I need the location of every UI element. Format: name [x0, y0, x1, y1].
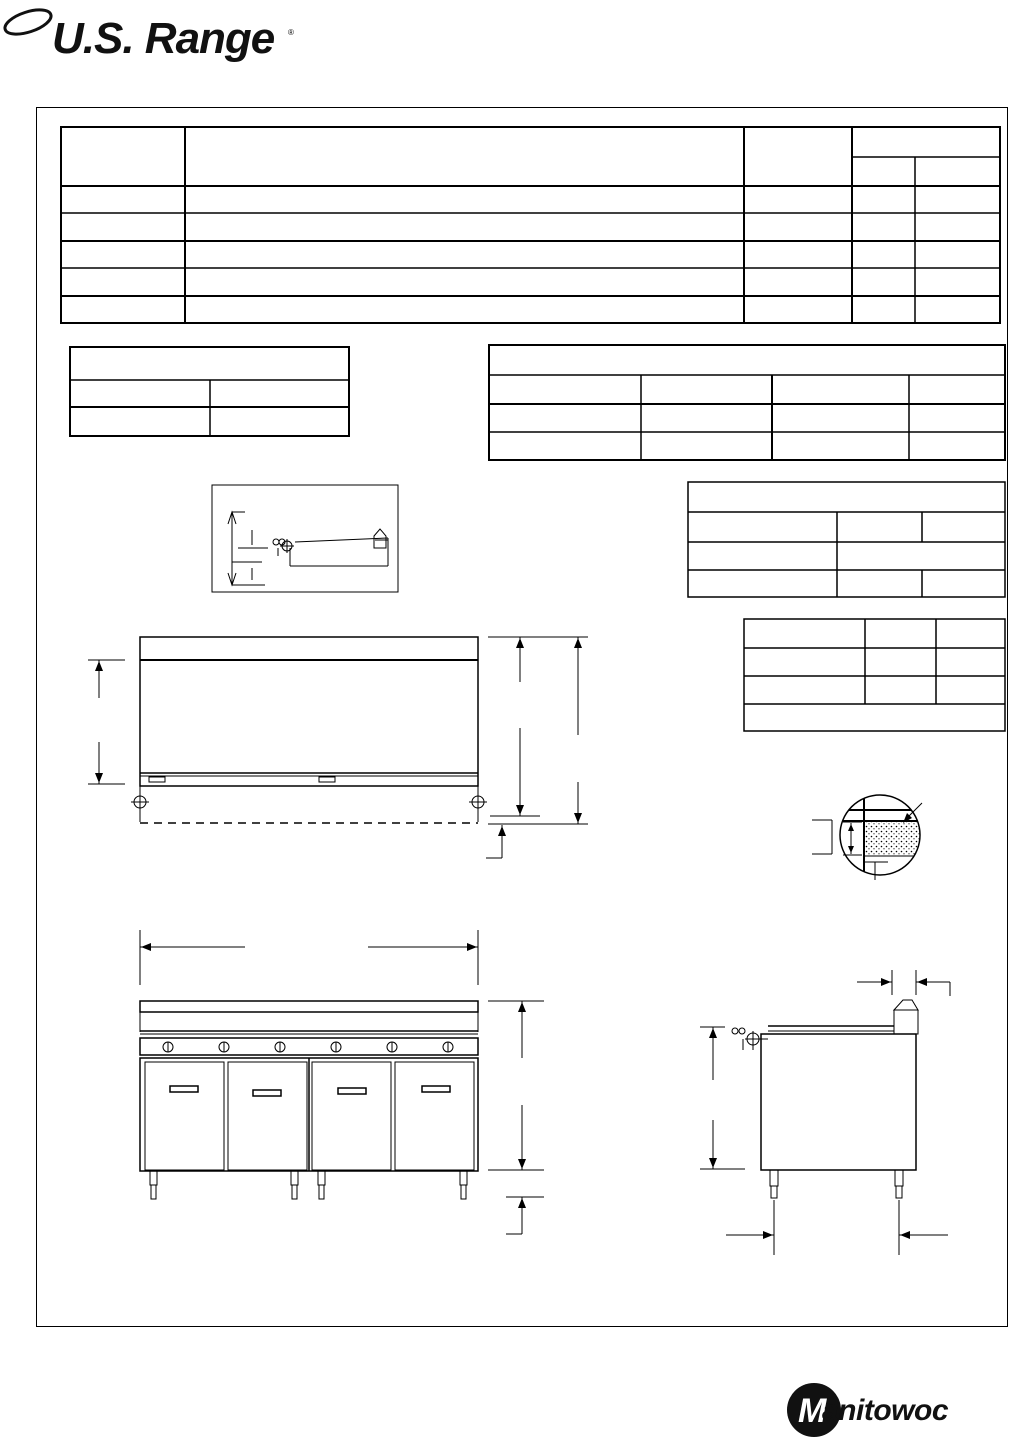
brand-name: U.S. Range — [52, 14, 275, 63]
manitowoc-brand-name: anitowoc — [822, 1394, 949, 1427]
brand-registered-mark: ® — [288, 28, 294, 37]
svg-text:M: M — [798, 1392, 827, 1430]
manitowoc-logo — [786, 1382, 1016, 1442]
